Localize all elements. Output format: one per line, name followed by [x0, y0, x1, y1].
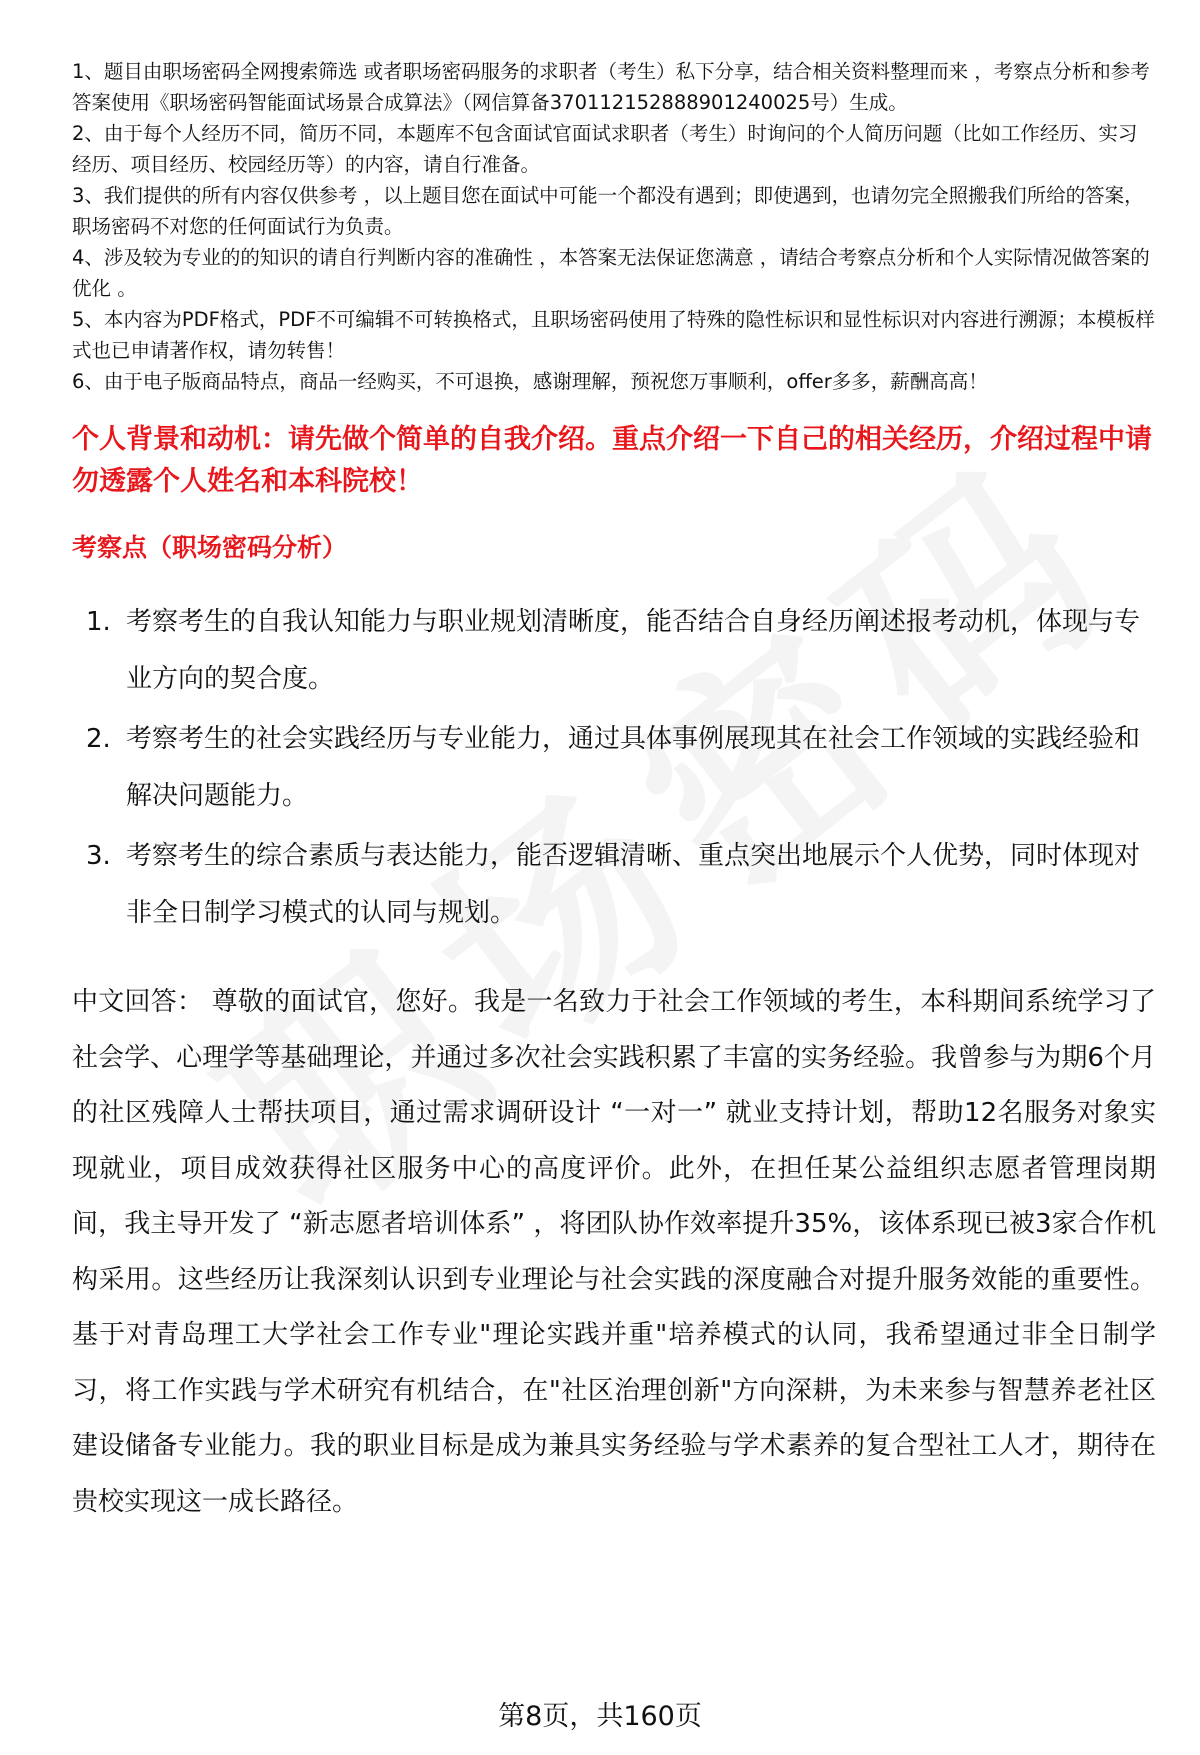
analysis-heading: 考察点（职场密码分析） — [72, 533, 348, 562]
notice-item: 5、本内容为PDF格式，PDF不可编辑不可转换格式，且职场密码使用了特殊的隐性标识和显性标识对内容进行溯源；本模板样式也已申请著作权，请勿转售！ — [72, 308, 1155, 362]
page-number: 第8页，共160页 — [498, 1701, 702, 1732]
notice-item: 6、由于电子版商品特点，商品一经购买，不可退换，感谢理解，预祝您万事顺利，offer多多，薪酬高高！ — [72, 370, 988, 393]
analysis-point — [72, 828, 1156, 942]
point-text: 考察考生的综合素质与表达能力，能否逻辑清晰、重点突出地展示个人优势，同时体现对非全日制学习模式的认同与规划。 — [126, 841, 1141, 928]
document-page — [72, 56, 1156, 1530]
analysis-points — [72, 594, 1156, 942]
analysis-point — [72, 711, 1156, 825]
notice-item: 2、由于每个人经历不同，简历不同，本题库不包含面试官面试求职者（考生）时询问的个人简历问题（比如工作经历、实习经历、项目经历、校园经历等）的内容，请自行准备。 — [72, 122, 1138, 176]
analysis-point — [72, 594, 1156, 708]
notice-item: 1、题目由职场密码全网搜索筛选 或者职场密码服务的求职者（考生）私下分享，结合相关资料整理而来 ，考察点分析和参考答案使用《职场密码智能面试场景合成算法》（网信算备370112152888901240025号）生成。 — [72, 60, 1150, 114]
point-number: 2. — [86, 724, 111, 754]
question-title: 个人背景和动机：请先做个简单的自我介绍。重点介绍一下自己的相关经历，介绍过程中请勿透露个人姓名和本科院校！ — [72, 424, 1152, 497]
point-text: 考察考生的自我认知能力与职业规划清晰度，能否结合自身经历阐述报考动机，体现与专业方向的契合度。 — [126, 607, 1141, 694]
answer-text: 中文回答： 尊敬的面试官，您好。我是一名致力于社会工作领域的考生，本科期间系统学习了社会学、心理学等基础理论，并通过多次社会实践积累了丰富的实务经验。我曾参与为期6个月的社区残障人士帮扶项目，通过需求调研设计 “一对一” 就业支持计划，帮助12名服务对象实现就业，项目成效获得社区服务中心的高度评价。此外，在担任某公益组织志愿者管理岗期间，我主导开发了 “新志愿者培训体系” ，将团队协作效率提升35%，该体系现已被3家合作机构采用。这些经历让我深刻认识到专业理论与社会实践的深度融合对提升服务效能的重要性。基于对青岛理工大学社会工作专业"理论实践并重"培养模式的认同，我希望通过非全日制学习，将工作实践与学术研究有机结合，在"社区治理创新"方向深耕，为未来参与智慧养老社区建设储备专业能力。我的职业目标是成为兼具实务经验与学术素养的复合型社工人才，期待在贵校实现这一成长路径。 — [72, 987, 1156, 1517]
notice-list — [72, 56, 1156, 397]
point-number: 3. — [86, 841, 111, 871]
point-text: 考察考生的社会实践经历与专业能力，通过具体事例展现其在社会工作领域的实践经验和解决问题能力。 — [126, 724, 1141, 811]
notice-item: 3、我们提供的所有内容仅供参考 ，以上题目您在面试中可能一个都没有遇到；即使遇到，也请勿完全照搬我们所给的答案，职场密码不对您的任何面试行为负责。 — [72, 184, 1144, 238]
point-number: 1. — [86, 607, 111, 637]
notice-item: 4、涉及较为专业的的知识的请自行判断内容的准确性 ，本答案无法保证您满意 ，请结合考察点分析和个人实际情况做答案的优化 。 — [72, 246, 1150, 300]
